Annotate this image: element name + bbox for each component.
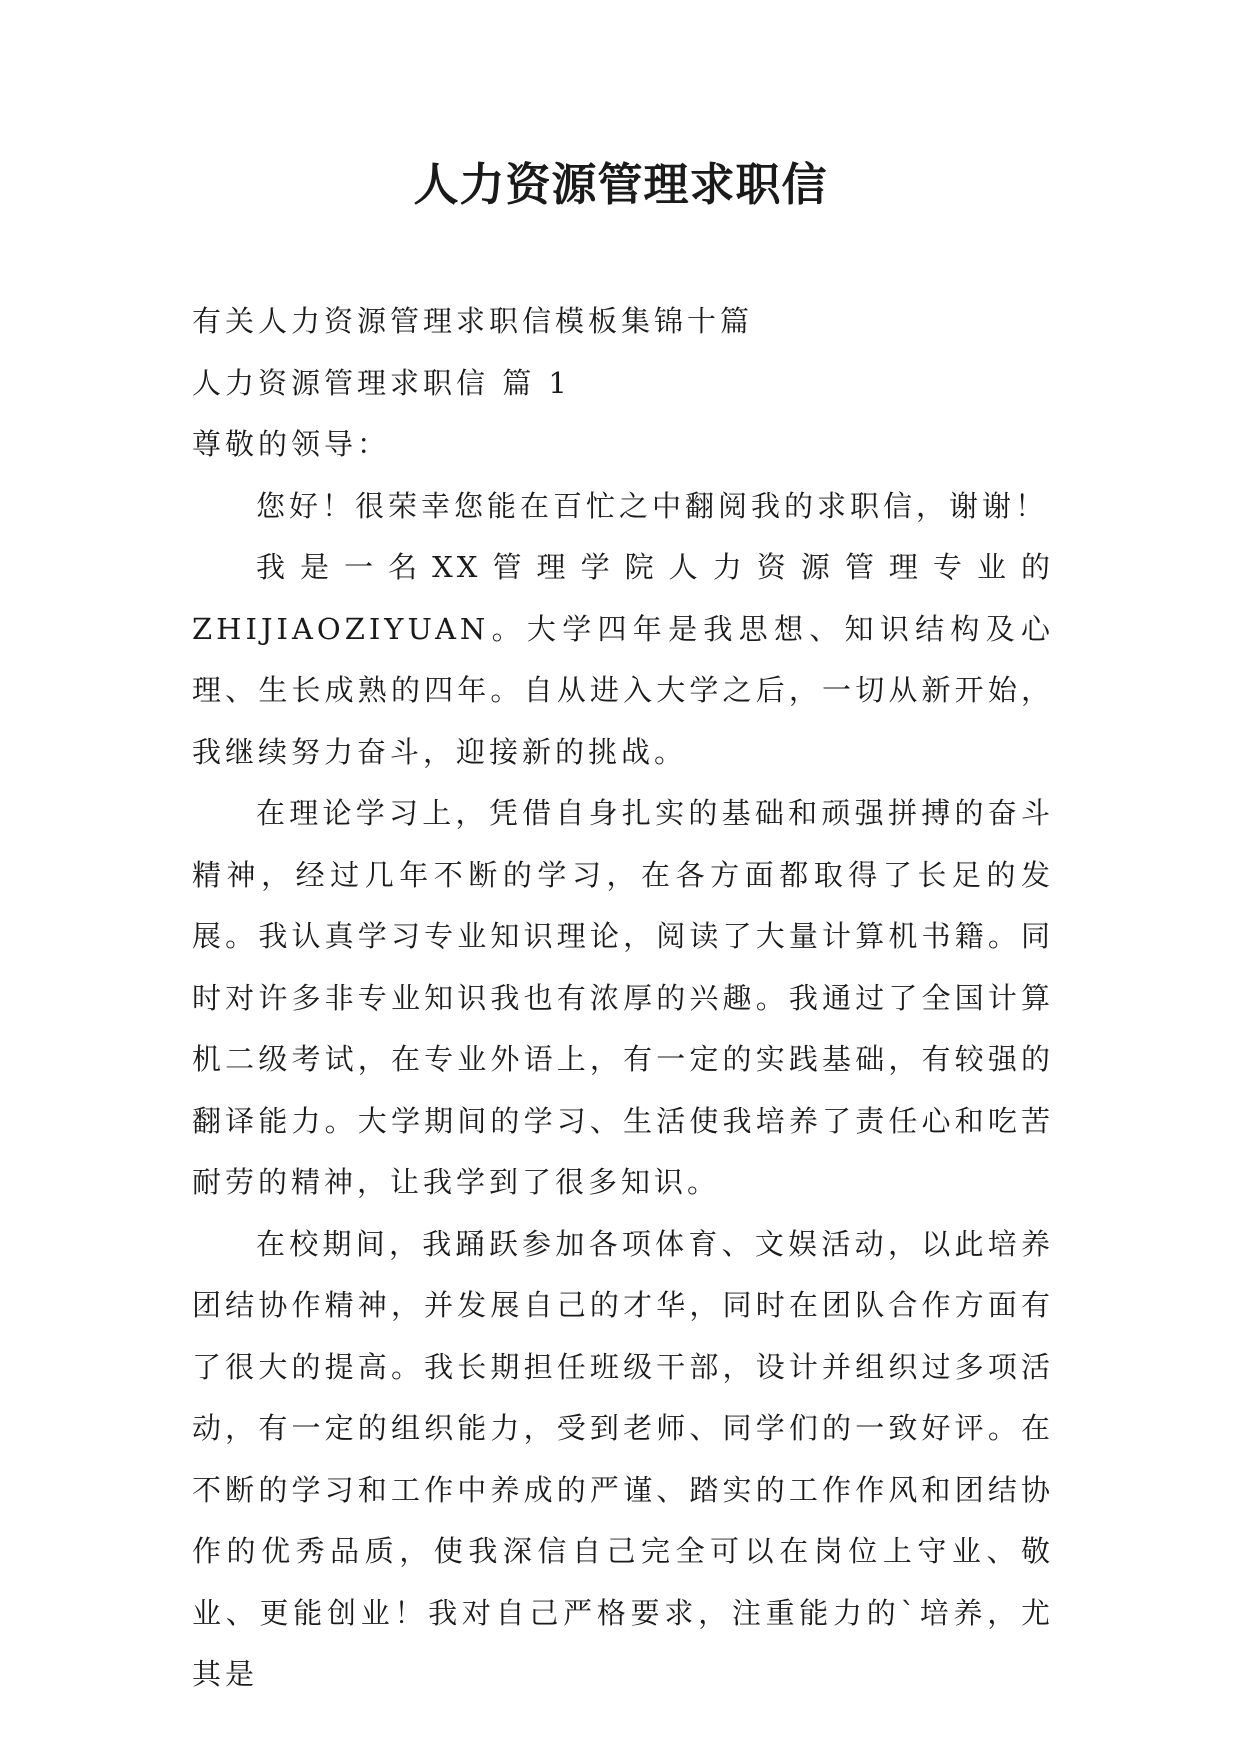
paragraph-introduction: 我是一名XX管理学院人力资源管理专业的ZHIJIAOZIYUAN。大学四年是我思想、知识结构及心理、生长成熟的四年。自从进入大学之后，一切从新开始，我继续努力奋斗，迎接新的挑战。	[192, 550, 1054, 769]
paragraph-study: 在理论学习上，凭借自身扎实的基础和顽强拼搏的奋斗精神，经过几年不断的学习，在各方面都取得了长足的发展。我认真学习专业知识理论，阅读了大量计算机书籍。同时对许多非专业知识我也有浓厚的兴趣。我通过了全国计算机二级考试，在专业外语上，有一定的实践基础，有较强的翻译能力。大学期间的学习、生活使我培养了责任心和吃苦耐劳的精神，让我学到了很多知识。	[192, 796, 1054, 1199]
salutation: 尊敬的领导：	[192, 427, 391, 461]
document-title: 人力资源管理求职信	[413, 158, 828, 211]
document-body	[192, 291, 1054, 1706]
subtitle: 有关人力资源管理求职信模板集锦十篇	[192, 304, 754, 338]
paragraph-activities: 在校期间，我踊跃参加各项体育、文娱活动，以此培养团结协作精神，并发展自己的才华，同时在团队合作方面有了很大的提高。我长期担任班级干部，设计并组织过多项活动，有一定的组织能力，受到老师、同学们的一致好评。在不断的学习和工作中养成的严谨、踏实的工作作风和团结协作的优秀品质，使我深信自己完全可以在岗位上守业、敬业、更能创业！我对自己严格要求，注重能力的`培养，尤其是	[192, 1226, 1054, 1691]
section-heading: 人力资源管理求职信 篇 1	[192, 365, 571, 400]
paragraph-greeting: 您好！很荣幸您能在百忙之中翻阅我的求职信，谢谢！	[256, 488, 1049, 523]
